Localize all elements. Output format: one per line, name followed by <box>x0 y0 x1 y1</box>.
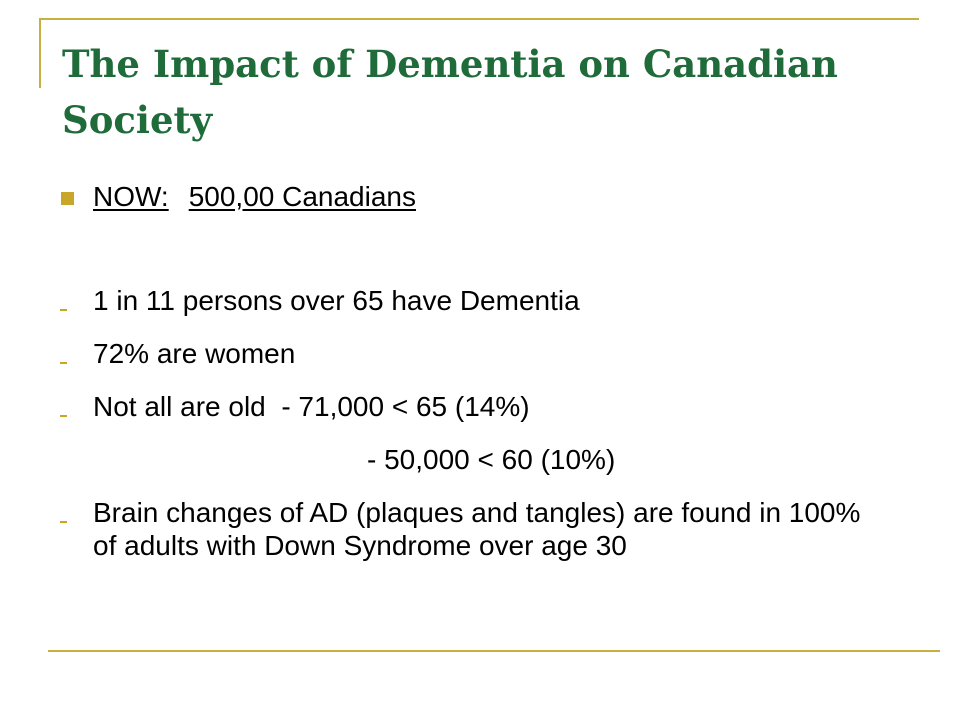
dash-bullet-icon <box>60 521 67 523</box>
dash-bullet-icon <box>60 415 67 417</box>
continuation-line: - 50,000 < 60 (10%) <box>367 444 616 475</box>
bullet-item: 72% are women <box>93 338 296 369</box>
square-bullet-icon <box>61 192 74 205</box>
slide-title: The Impact of Dementia on Canadian Society <box>62 42 838 142</box>
dash-bullet-icon <box>60 309 67 311</box>
bullet-item: Brain changes of AD (plaques and tangles) are found in 100% of adults with Down Syndrome over age 30 <box>93 497 861 561</box>
headline-value: 500,00 Canadians <box>188 181 416 212</box>
headline-item <box>93 180 416 213</box>
bullet-item: Not all are old - 71,000 < 65 (14%) <box>93 391 530 422</box>
bottom-rule <box>48 650 940 652</box>
top-rule <box>39 18 919 20</box>
headline-label: NOW: <box>93 181 169 212</box>
left-vertical-rule <box>39 18 41 88</box>
bullet-item: 1 in 11 persons over 65 have Dementia <box>93 285 580 316</box>
dash-bullet-icon <box>60 362 67 364</box>
